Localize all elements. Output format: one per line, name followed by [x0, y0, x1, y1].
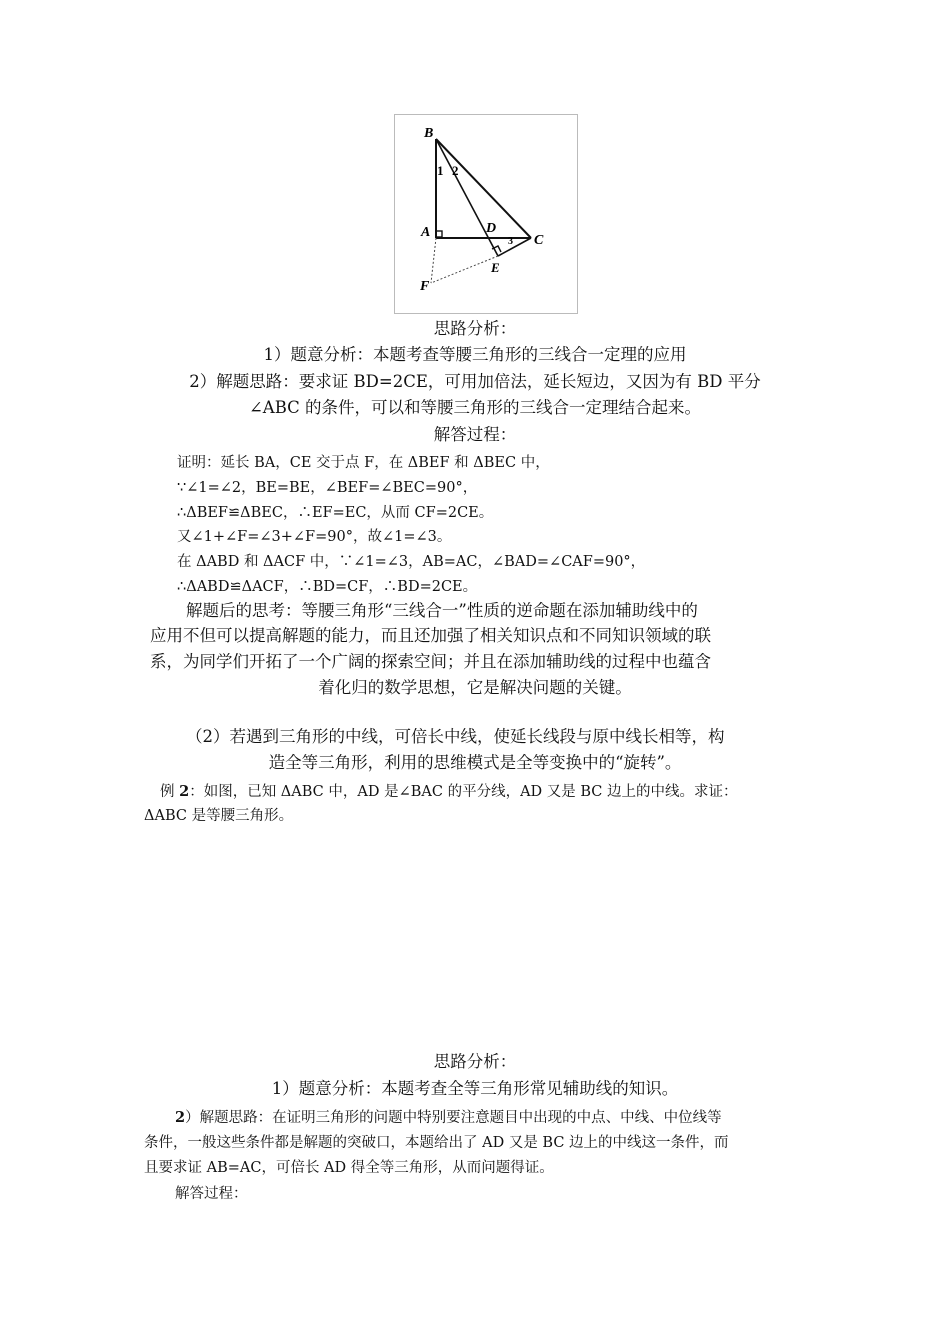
- segment-BC: [436, 139, 531, 238]
- process-heading-1: 解答过程：: [433, 425, 517, 444]
- proof-line: 又∠1+∠F=∠3+∠F=90°，故∠1=∠3。: [177, 529, 452, 545]
- example-prefix: 例: [160, 784, 180, 800]
- example-2-line-1: [160, 780, 738, 801]
- dotted-EF: [431, 256, 498, 283]
- reflection-line: 解题后的思考：等腰三角形“三线合一”性质的逆命题在添加辅助线中的: [186, 601, 698, 620]
- triangle-diagram: [395, 115, 577, 313]
- analysis-point-2-b-line-2: 条件，一般这些条件都是解题的突破口，本题给出了 AD 又是 BC 边上的中线这一条件，而: [144, 1135, 729, 1151]
- label-C: C: [534, 233, 544, 248]
- label-F: F: [420, 279, 430, 294]
- method-intro-line-1: （2）若遇到三角形的中线，可倍长中线，使延长线段与原中线长相等，构: [186, 727, 725, 746]
- example-number: 2: [179, 783, 190, 800]
- analysis-point-2-b-line-1: [175, 1106, 722, 1127]
- point-text: ）解题思路：在证明三角形的问题中特别要注意题目中出现的中点、中线、中位线等: [185, 1110, 722, 1126]
- reflection-line: 应用不但可以提高解题的能力，而且还加强了相关知识点和不同知识领域的联: [150, 626, 711, 645]
- reflection-line: 着化归的数学思想，它是解决问题的关键。: [318, 678, 632, 697]
- reflection-line: 系，为同学们开拓了一个广阔的探索空间；并且在添加辅助线的过程中也蕴含: [150, 652, 711, 671]
- method-intro-line-2: 造全等三角形，利用的思维模式是全等变换中的“旋转”。: [268, 753, 682, 772]
- geometry-figure: [394, 114, 578, 314]
- proof-line: 在 ΔABD 和 ΔACF 中，∵∠1=∠3，AB=AC，∠BAD=∠CAF=90°，: [177, 554, 646, 570]
- label-E: E: [491, 260, 500, 275]
- label-B: B: [424, 126, 434, 141]
- label-angle-2: 2: [452, 163, 459, 178]
- analysis-point-2-line-1: 2）解题思路：要求证 BD=2CE，可用加倍法，延长短边，又因为有 BD 平分: [189, 372, 761, 391]
- point-number: 2: [175, 1109, 186, 1126]
- analysis-heading-1: 思路分析：: [433, 319, 517, 338]
- example-text: ：如图，已知 ΔABC 中，AD 是∠BAC 的平分线，AD 又是 BC 边上的中线。求证：: [189, 784, 738, 800]
- analysis-point-1: 1）题意分析：本题考查等腰三角形的三线合一定理的应用: [263, 345, 687, 364]
- label-A: A: [421, 225, 431, 240]
- label-D: D: [486, 221, 497, 236]
- dotted-AF: [431, 238, 436, 283]
- label-angle-3: 3: [508, 236, 513, 247]
- analysis-point-1-b: 1）题意分析：本题考查全等三角形常见辅助线的知识。: [271, 1079, 679, 1098]
- proof-line: ∴ΔABD≌ΔACF，∴BD=CF，∴BD=2CE。: [177, 579, 478, 595]
- process-heading-2: 解答过程：: [175, 1186, 248, 1202]
- analysis-heading-2: 思路分析：: [433, 1052, 517, 1071]
- label-angle-1: 1: [437, 163, 444, 178]
- proof-line: ∵∠1=∠2，BE=BE，∠BEF=∠BEC=90°，: [177, 480, 478, 496]
- proof-line: ∴ΔBEF≌ΔBEC，∴EF=EC，从而 CF=2CE。: [177, 505, 494, 521]
- analysis-point-2-b-line-3: 且要求证 AB=AC，可倍长 AD 得全等三角形，从而问题得证。: [144, 1160, 554, 1176]
- analysis-point-2-line-2: ∠ABC 的条件，可以和等腰三角形的三线合一定理结合起来。: [248, 398, 702, 417]
- example-2-line-2: ΔABC 是等腰三角形。: [144, 808, 294, 824]
- segment-CE: [498, 238, 531, 256]
- proof-line: 证明：延长 BA，CE 交于点 F，在 ΔBEF 和 ΔBEC 中，: [177, 455, 550, 471]
